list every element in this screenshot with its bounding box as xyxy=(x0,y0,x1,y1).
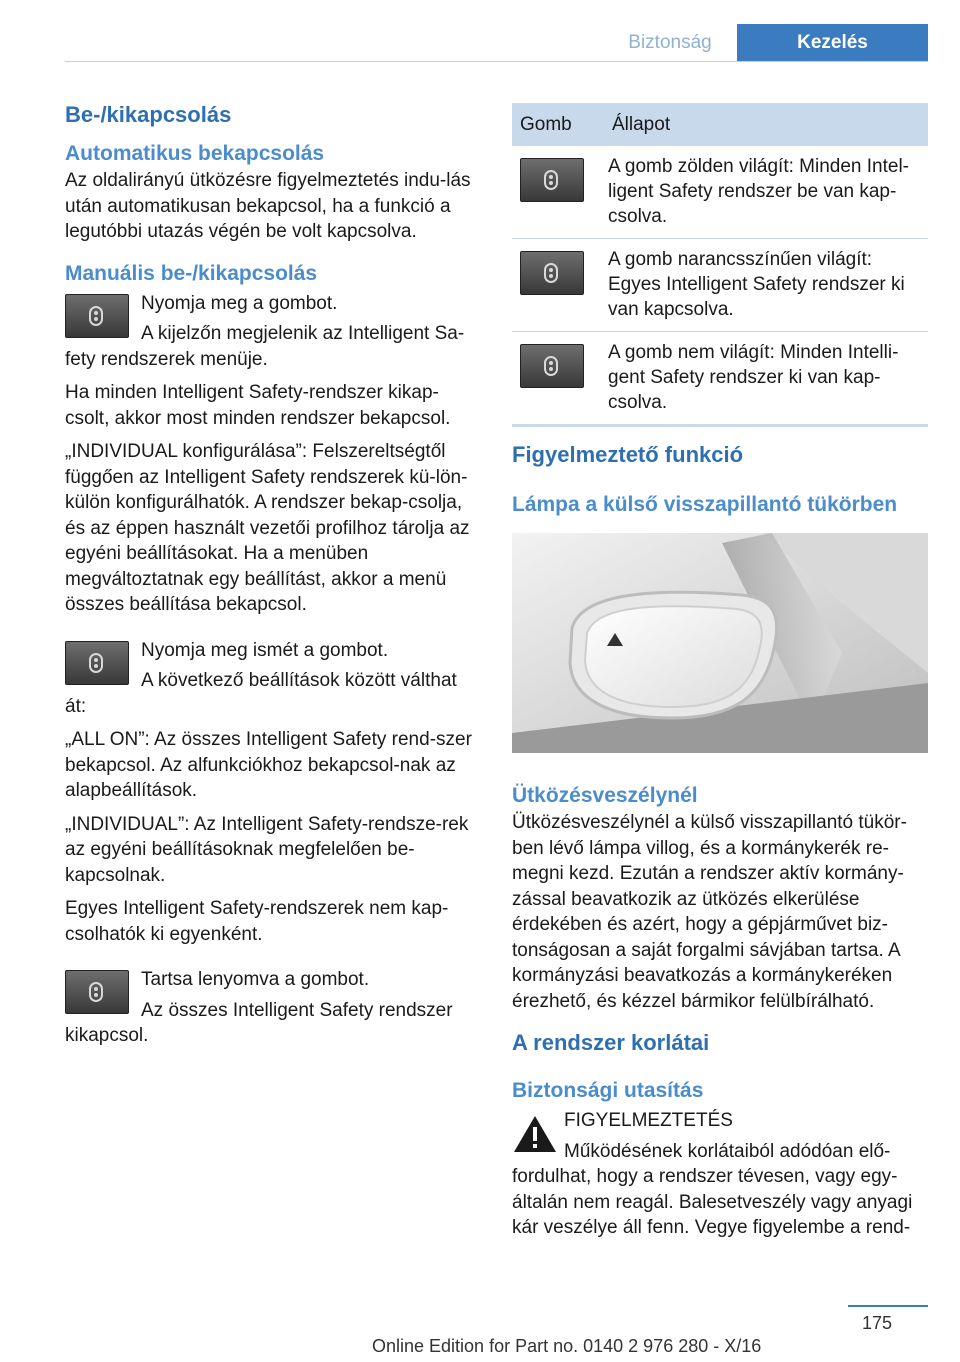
paragraph-4: „INDIVIDUAL”: Az Intelligent Safety-rendsze-rek az egyéni beállításoknak megfelelően be-kapcsolnak. xyxy=(65,813,469,886)
step-hold-button xyxy=(65,967,475,1049)
footer-rule xyxy=(848,1305,928,1307)
paragraph-5: Egyes Intelligent Safety-rendszerek nem kap-csolhatók ki egyenként. xyxy=(65,898,449,945)
paragraph-2: „INDIVIDUAL konfigurálása”: Felszereltségtől függően az Intelligent Safety rendszerek kü-lön-külön konfigurálhatók. A rendszer bekap-csolja, és az éppen használt vezetői profilhoz tárolja az egyéni beállításokat. Ha a menüben megváltoztatnak egy beállítást, akkor a menü összes beállítása bekapcsol. xyxy=(65,441,470,615)
intelligent-safety-button-icon xyxy=(520,251,584,295)
table-row xyxy=(512,146,928,239)
table-row xyxy=(512,332,928,426)
table-cell-state: A gomb narancsszínűen világít: Egyes Intelligent Safety rendszer ki van kapcsolva. xyxy=(604,239,928,332)
step1-line-b: A kijelzőn megjelenik az Intelligent Sa-fety rendszerek menüje. xyxy=(65,323,465,370)
step-press-again xyxy=(65,638,475,720)
heading-manualis: Manuális be-/kikapcsolás xyxy=(65,261,318,285)
heading-biztonsagi: Biztonsági utasítás xyxy=(512,1079,704,1102)
table-header-allapot: Állapot xyxy=(604,103,928,146)
paragraph-collision: Ütközésveszélynél a külső visszapillantó tükör-ben lévő lámpa villog, és a kormánykerék re-megni kezd. Ezután a rendszer aktív kormány-zással beavatkozik az ütközés elkerülése érdekében és azért, hogy a gépjárművet biz-tonságosan a saját forgalmi sávjában tartsa. A kormányzási beavatkozás a kormánykeréken érezhető, és kézzel bármikor felülbírálható. xyxy=(512,812,907,1012)
intelligent-safety-button-icon xyxy=(65,294,129,338)
table-cell-icon xyxy=(512,332,604,426)
button-state-table xyxy=(512,103,928,427)
footer-edition: Online Edition for Part no. 0140 2 976 280 - X/16 xyxy=(372,1336,762,1356)
step2-line-b: A következő beállítások között válthat át: xyxy=(65,670,457,717)
page-number: 175 xyxy=(862,1313,893,1333)
warning-text: Működésének korlátaiból adódóan elő-fordulhat, hogy a rendszer tévesen, vagy egy-általán nem reagál. Balesetveszély vagy anyagi kár veszélye áll fenn. Vegye figyelembe a rend- xyxy=(512,1140,913,1238)
table-cell-state: A gomb nem világít: Minden Intelli-gent Safety rendszer ki van kap-csolva. xyxy=(604,332,928,426)
warning-function-section xyxy=(512,440,928,520)
heading-be-kikapcsolas: Be-/kikapcsolás xyxy=(65,102,232,127)
heading-utkozesveszely: Ütközésveszélynél xyxy=(512,784,698,807)
table-cell-state: A gomb zölden világít: Minden Intel-ligent Safety rendszer be van kap-csolva. xyxy=(604,146,928,239)
left-column xyxy=(65,100,475,1057)
warning-block xyxy=(512,1108,928,1241)
step-press-button xyxy=(65,291,475,373)
table-header-gomb: Gomb xyxy=(512,103,604,146)
paragraph-1: Ha minden Intelligent Safety-rendszer kikap-csolt, akkor most minden rendszer bekapcsol. xyxy=(65,382,451,429)
paragraph-3: „ALL ON”: Az összes Intelligent Safety rend-szer bekapcsol. Az alfunkciókhoz bekapcsol-nak az alapbeállítások. xyxy=(65,729,472,801)
step3-line-a: Tartsa lenyomva a gombot. xyxy=(141,969,370,990)
intelligent-safety-button-icon xyxy=(520,158,584,202)
tab-biztonsag[interactable]: Biztonság xyxy=(628,32,712,53)
table-row xyxy=(512,239,928,332)
table-header-row xyxy=(512,103,928,146)
paragraph-auto: Az oldalirányú ütközésre figyelmeztetés indu-lás után automatikusan bekapcsol, ha a funkció a legutóbbi utazás végén be volt kapcsolva. xyxy=(65,170,471,242)
step2-line-a: Nyomja meg ismét a gombot. xyxy=(141,639,389,661)
tab-kezeles[interactable]: Kezelés xyxy=(737,24,928,61)
collision-section xyxy=(512,782,928,1249)
header-divider xyxy=(65,61,928,62)
heading-lampa: Lámpa a külső visszapillantó tükörben xyxy=(512,493,898,516)
heading-automatikus: Automatikus bekapcsolás xyxy=(65,142,325,165)
table-cell-icon xyxy=(512,146,604,239)
heading-korlatai: A rendszer korlátai xyxy=(512,1030,710,1055)
intelligent-safety-button-icon xyxy=(520,344,584,388)
step3-line-b: Az összes Intelligent Safety rendszer kikapcsol. xyxy=(65,999,453,1046)
warning-title: FIGYELMEZTETÉS xyxy=(564,1110,733,1131)
heading-figyelmezteto: Figyelmeztető funkció xyxy=(512,442,744,467)
warning-triangle-icon xyxy=(512,1114,558,1154)
intelligent-safety-button-icon xyxy=(65,970,129,1014)
step1-line-a: Nyomja meg a gombot. xyxy=(141,292,338,314)
table-cell-icon xyxy=(512,239,604,332)
intelligent-safety-button-icon xyxy=(65,641,129,685)
side-mirror-image xyxy=(512,533,928,753)
